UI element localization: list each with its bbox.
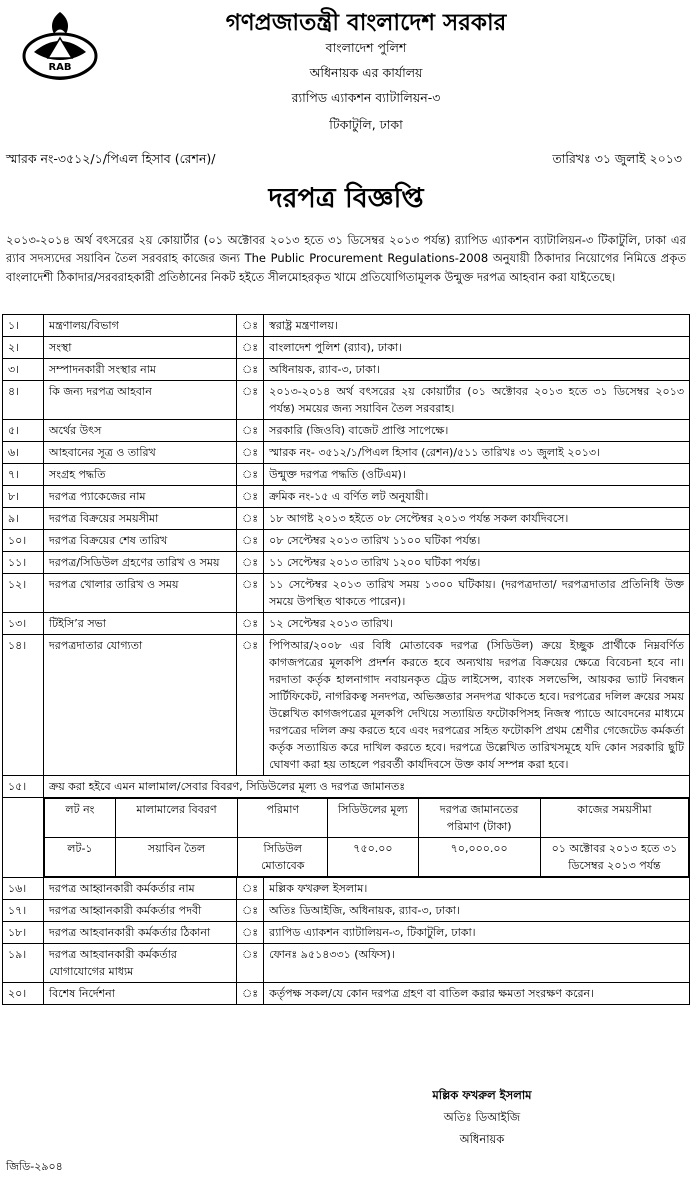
memo-date: তারিখঃ ৩১ জুলাই ২০১৩ — [552, 151, 682, 166]
row-number: ৭। — [3, 464, 44, 486]
table-row — [3, 552, 690, 574]
row-colon: ঃ — [237, 337, 264, 359]
intro-paragraph: ২০১৩-২০১৪ অর্থ বৎসরের ২য় কোয়ার্টার (০১ অক্টোবর ২০১৩ হতে ৩১ ডিসেম্বর ২০১৩ পর্যন্ত) র‌্যাপিড এ্যাকশন ব্যাটালিয়ন-৩ টিকাটুলি, ঢাকা এর র‌্যাব সদস্যদের সয়াবিন তৈল সরবরাহ কাজের জন্য The Public Procurement Regulations-2008 অনুযায়ী ঠিকাদার নিয়োগের নিমিত্তে প্রকৃত বাংলাদেশী ঠিকাদার/সরবরাহকারী প্রতিষ্ঠানের নিকট হইতে সীলমোহরকৃত খামে প্রতিযোগিতামূলক উন্মুক্ত দরপত্র আহবান করা যাইতেছে। — [6, 233, 686, 284]
table-row — [3, 337, 690, 359]
table-row — [3, 922, 690, 944]
table-row — [3, 574, 690, 613]
row-value: র‌্যাপিড এ্যাকশন ব্যাটালিয়ন-৩, টিকাটুলি, ঢাকা। — [264, 922, 690, 944]
table-row — [3, 944, 690, 983]
row-label: অর্থের উৎস — [44, 420, 237, 442]
row-value: ১১ সেপ্টেম্বর ২০১৩ তারিখ সময় ১৩০০ ঘটিকায়। (দরপত্রদাতা/ দরপত্রদাতার প্রতিনিধি উক্ত সময়ে উপস্থিত থাকতে পারেন)। — [264, 574, 690, 613]
row-number: ১৭। — [3, 900, 44, 922]
row-number: ১৬। — [3, 878, 44, 900]
row-number: ১২। — [3, 574, 44, 613]
table-row — [3, 983, 690, 1005]
row-value: ক্রমিক নং-১৫ এ বর্ণিত লট অনুযায়ী। — [264, 486, 690, 508]
row-label: সম্পাদনকারী সংস্থার নাম — [44, 359, 237, 381]
emblem-text: RAB — [48, 62, 72, 73]
row-label: সংগ্রহ পদ্ধতি — [44, 464, 237, 486]
table-row — [3, 381, 690, 420]
row-value: ০৮ সেপ্টেম্বর ২০১৩ তারিখ ১১০০ ঘটিকা পর্যন্ত। — [264, 530, 690, 552]
lot-cell: ৭৫০.০০ — [328, 838, 418, 877]
row-colon: ঃ — [237, 486, 264, 508]
row-value: সরকারি (জিওবি) বাজেট প্রাপ্তি সাপেক্ষে। — [264, 420, 690, 442]
table-row — [3, 635, 690, 776]
row-label: দরপত্র আহবানকারী কর্মকর্তার ঠিকানা — [44, 922, 237, 944]
row-label: সংস্থা — [44, 337, 237, 359]
row-number: ২০। — [3, 983, 44, 1005]
row-value: স্মারক নং- ৩৫১২/১/পিএল হিসাব (রেশন)/৫১১ তারিখঃ ৩১ জুলাই ২০১৩। — [264, 442, 690, 464]
row-label: দরপত্রদাতার যোগ্যতা — [44, 635, 237, 776]
table-row — [3, 420, 690, 442]
row-number: ৪। — [3, 381, 44, 420]
row-colon: ঃ — [237, 983, 264, 1005]
lot-table — [44, 798, 689, 877]
lot-cell: লট-১ — [45, 838, 116, 877]
table-row — [3, 464, 690, 486]
row-colon: ঃ — [237, 442, 264, 464]
row-label: দরপত্র আহ্বানকারী কর্মকর্তার নাম — [44, 878, 237, 900]
row-label: দরপত্র প্যাকেজের নাম — [44, 486, 237, 508]
row-label: দরপত্র খোলার তারিখ ও সময় — [44, 574, 237, 613]
row-value: ২০১৩-২০১৪ অর্থ বৎসরের ২য় কোয়ার্টার (০১ অক্টোবর ২০১৩ হতে ৩১ ডিসেম্বর ২০১৩ পর্যন্ত) সময়ের জন্য সয়াবিন তৈল সরবরাহ। — [264, 381, 690, 420]
notice-title: দরপত্র বিজ্ঞপ্তি — [268, 183, 424, 214]
row-colon: ঃ — [237, 381, 264, 420]
row-label: দরপত্র আহবানকারী কর্মকর্তার যোগাযোগের মাধ্যম — [44, 944, 237, 983]
row-label: দরপত্র বিক্রয়ের সময়সীমা — [44, 508, 237, 530]
lot-header: দরপত্র জামানতের পরিমাণ (টাকা) — [418, 799, 540, 838]
row-label: দরপত্র আহ্বানকারী কর্মকর্তার পদবী — [44, 900, 237, 922]
row-label: ক্রয় করা হইবে এমন মালামাল/সেবার বিবরণ, সিডিউলের মূল্য ও দরপত্র জামানতঃ — [44, 776, 690, 798]
header-line-3: র‌্যাপিড এ্যাকশন ব্যাটালিয়ন-৩ — [291, 90, 441, 105]
row-number: ১০। — [3, 530, 44, 552]
row-number: ৩। — [3, 359, 44, 381]
row-value: ১৮ আগষ্ট ২০১৩ হইতে ০৮ সেপ্টেম্বর ২০১৩ পর্যন্ত সকল কার্যদিবসে। — [264, 508, 690, 530]
row-colon: ঃ — [237, 944, 264, 983]
row-number: ১৮। — [3, 922, 44, 944]
row-value: পিপিআর/২০০৮ এর বিধি মোতাবেক দরপত্র (সিডিউল) ক্রয়ে ইচ্ছুক প্রার্থীকে নিম্নবর্ণিত কাগজপত্রের মূলকপি প্রদর্শন করতে হবে অন্যথায় দরপত্র বিক্রয়ের ক্ষেত্রে বিবেচনা হবে না। দরদাতা কর্তৃক হালনাগাদ নবায়নকৃত ট্রেড লাইসেন্স, ব্যাংক সলভেন্সি, আয়কর ভ্যাট নিবন্ধন সার্টিফিকেট, নাগরিকত্ব সনদপত্র, অভিজ্ঞতার সনদপত্র থাকতে হবে। দরপত্রের দলিল ক্রয়ের সময় উল্লেখিত কাগজপত্রের মূলকপি দেখিয়ে সত্যায়িত ফটোকপিসহ নিজস্ব প্যাডে আবেদনের মাধ্যমে দরপত্রের দলিল ক্রয় করতে হবে এবং দরপত্রের সহিত ফটোকপি প্রথম শ্রেণীর গেজেটেড কর্মকর্তা কর্তৃক সত্যায়িত করে দাখিল করতে হবে। দরপত্রে উল্লেখিত তারিখসমূহে যদি কোন সরকারি ছুটি ঘোষণা করা হয় তাহলে পরবর্তী কার্যদিবসে উক্ত কার্য সম্পন্ন করা হবে। — [264, 635, 690, 776]
lot-header: সিডিউলের মূল্য — [328, 799, 418, 838]
lot-header: পরিমাণ — [238, 799, 328, 838]
row-colon: ঃ — [237, 464, 264, 486]
government-title: গণপ্রজাতন্ত্রী বাংলাদেশ সরকার — [225, 10, 507, 36]
row-label: বিশেষ নির্দেশনা — [44, 983, 237, 1005]
table-row — [3, 442, 690, 464]
lot-cell: ০১ অক্টোবর ২০১৩ হতে ৩১ ডিসেম্বর ২০১৩ পর্যন্ত — [540, 838, 688, 877]
table-row — [3, 508, 690, 530]
row-colon: ঃ — [237, 635, 264, 776]
row-colon: ঃ — [237, 574, 264, 613]
row-value: ফোনঃ ৯৫১৪৩৩১ (অফিস)। — [264, 944, 690, 983]
row-number: ১৯। — [3, 944, 44, 983]
row-colon: ঃ — [237, 878, 264, 900]
row-number: ৮। — [3, 486, 44, 508]
header-line-1: বাংলাদেশ পুলিশ — [325, 40, 407, 55]
row-value: স্বরাষ্ট্র মন্ত্রণালয়। — [264, 315, 690, 337]
row-colon: ঃ — [237, 508, 264, 530]
row-value: উন্মুক্ত দরপত্র পদ্ধতি (ওটিএম)। — [264, 464, 690, 486]
row-value: ১২ সেপ্টেম্বর ২০১৩ তারিখ। — [264, 613, 690, 635]
row-label: মন্ত্রণালয়/বিভাগ — [44, 315, 237, 337]
row-label: কি জন্য দরপত্র আহবান — [44, 381, 237, 420]
row-colon: ঃ — [237, 420, 264, 442]
signature-rank: অতিঃ ডিআইজি — [443, 1110, 521, 1124]
row-label: আহবানের সূত্র ও তারিখ — [44, 442, 237, 464]
header-line-2: অধিনায়ক এর কার্যালয় — [309, 65, 423, 80]
header-line-4: টিকাটুলি, ঢাকা — [329, 117, 403, 132]
row-colon: ঃ — [237, 922, 264, 944]
row-number: ৬। — [3, 442, 44, 464]
row-colon: ঃ — [237, 530, 264, 552]
row-value: অধিনায়ক, র‌্যাব-৩, ঢাকা। — [264, 359, 690, 381]
row-colon: ঃ — [237, 315, 264, 337]
row-colon: ঃ — [237, 900, 264, 922]
row-label: টিইসি’র সভা — [44, 613, 237, 635]
tender-table — [2, 314, 690, 1005]
table-row — [3, 530, 690, 552]
lot-cell: ৭০,০০০.০০ — [418, 838, 540, 877]
reference-code: জিডি-২৯০৪ — [6, 1160, 63, 1173]
signature-name: মল্লিক ফখরুল ইসলাম — [432, 1088, 532, 1102]
row-number: ৫। — [3, 420, 44, 442]
lot-cell: সয়াবিন তৈল — [115, 838, 237, 877]
table-row — [3, 900, 690, 922]
row-value: কর্তৃপক্ষ সকল/যে কোন দরপত্র গ্রহণ বা বাতিল করার ক্ষমতা সংরক্ষণ করেন। — [264, 983, 690, 1005]
row-number: ৯। — [3, 508, 44, 530]
row-number: ১। — [3, 315, 44, 337]
row-number: ১১। — [3, 552, 44, 574]
row-colon: ঃ — [237, 359, 264, 381]
row-number: ১৩। — [3, 613, 44, 635]
table-row — [3, 798, 690, 878]
table-row — [3, 486, 690, 508]
table-row — [3, 878, 690, 900]
lot-cell: সিডিউল মোতাবেক — [238, 838, 328, 877]
row-number: ২। — [3, 337, 44, 359]
table-row — [3, 315, 690, 337]
row-number: ১৫। — [3, 776, 44, 798]
row-colon: ঃ — [237, 552, 264, 574]
row-value: বাংলাদেশ পুলিশ (র‌্যাব), ঢাকা। — [264, 337, 690, 359]
table-row — [3, 776, 690, 798]
lot-header: মালামালের বিবরণ — [115, 799, 237, 838]
row-label: দরপত্র বিক্রয়ের শেষ তারিখ — [44, 530, 237, 552]
table-row — [3, 359, 690, 381]
row-label: দরপত্র/সিডিউল গ্রহণের তারিখ ও সময় — [44, 552, 237, 574]
row-value: অতিঃ ডিআইজি, অধিনায়ক, র‌্যাব-৩, ঢাকা। — [264, 900, 690, 922]
memo-number: স্মারক নং-৩৫১২/১/পিএল হিসাব (রেশন)/ — [6, 151, 216, 166]
lot-header: কাজের সময়সীমা — [540, 799, 688, 838]
signature-post: অধিনায়ক — [459, 1132, 505, 1146]
row-value: মল্লিক ফখরুল ইসলাম। — [264, 878, 690, 900]
row-number: ১৪। — [3, 635, 44, 776]
lot-header: লট নং — [45, 799, 116, 838]
table-row — [3, 613, 690, 635]
row-value: ১১ সেপ্টেম্বর ২০১৩ তারিখ ১২০০ ঘটিকা পর্যন্ত। — [264, 552, 690, 574]
row-colon: ঃ — [237, 613, 264, 635]
